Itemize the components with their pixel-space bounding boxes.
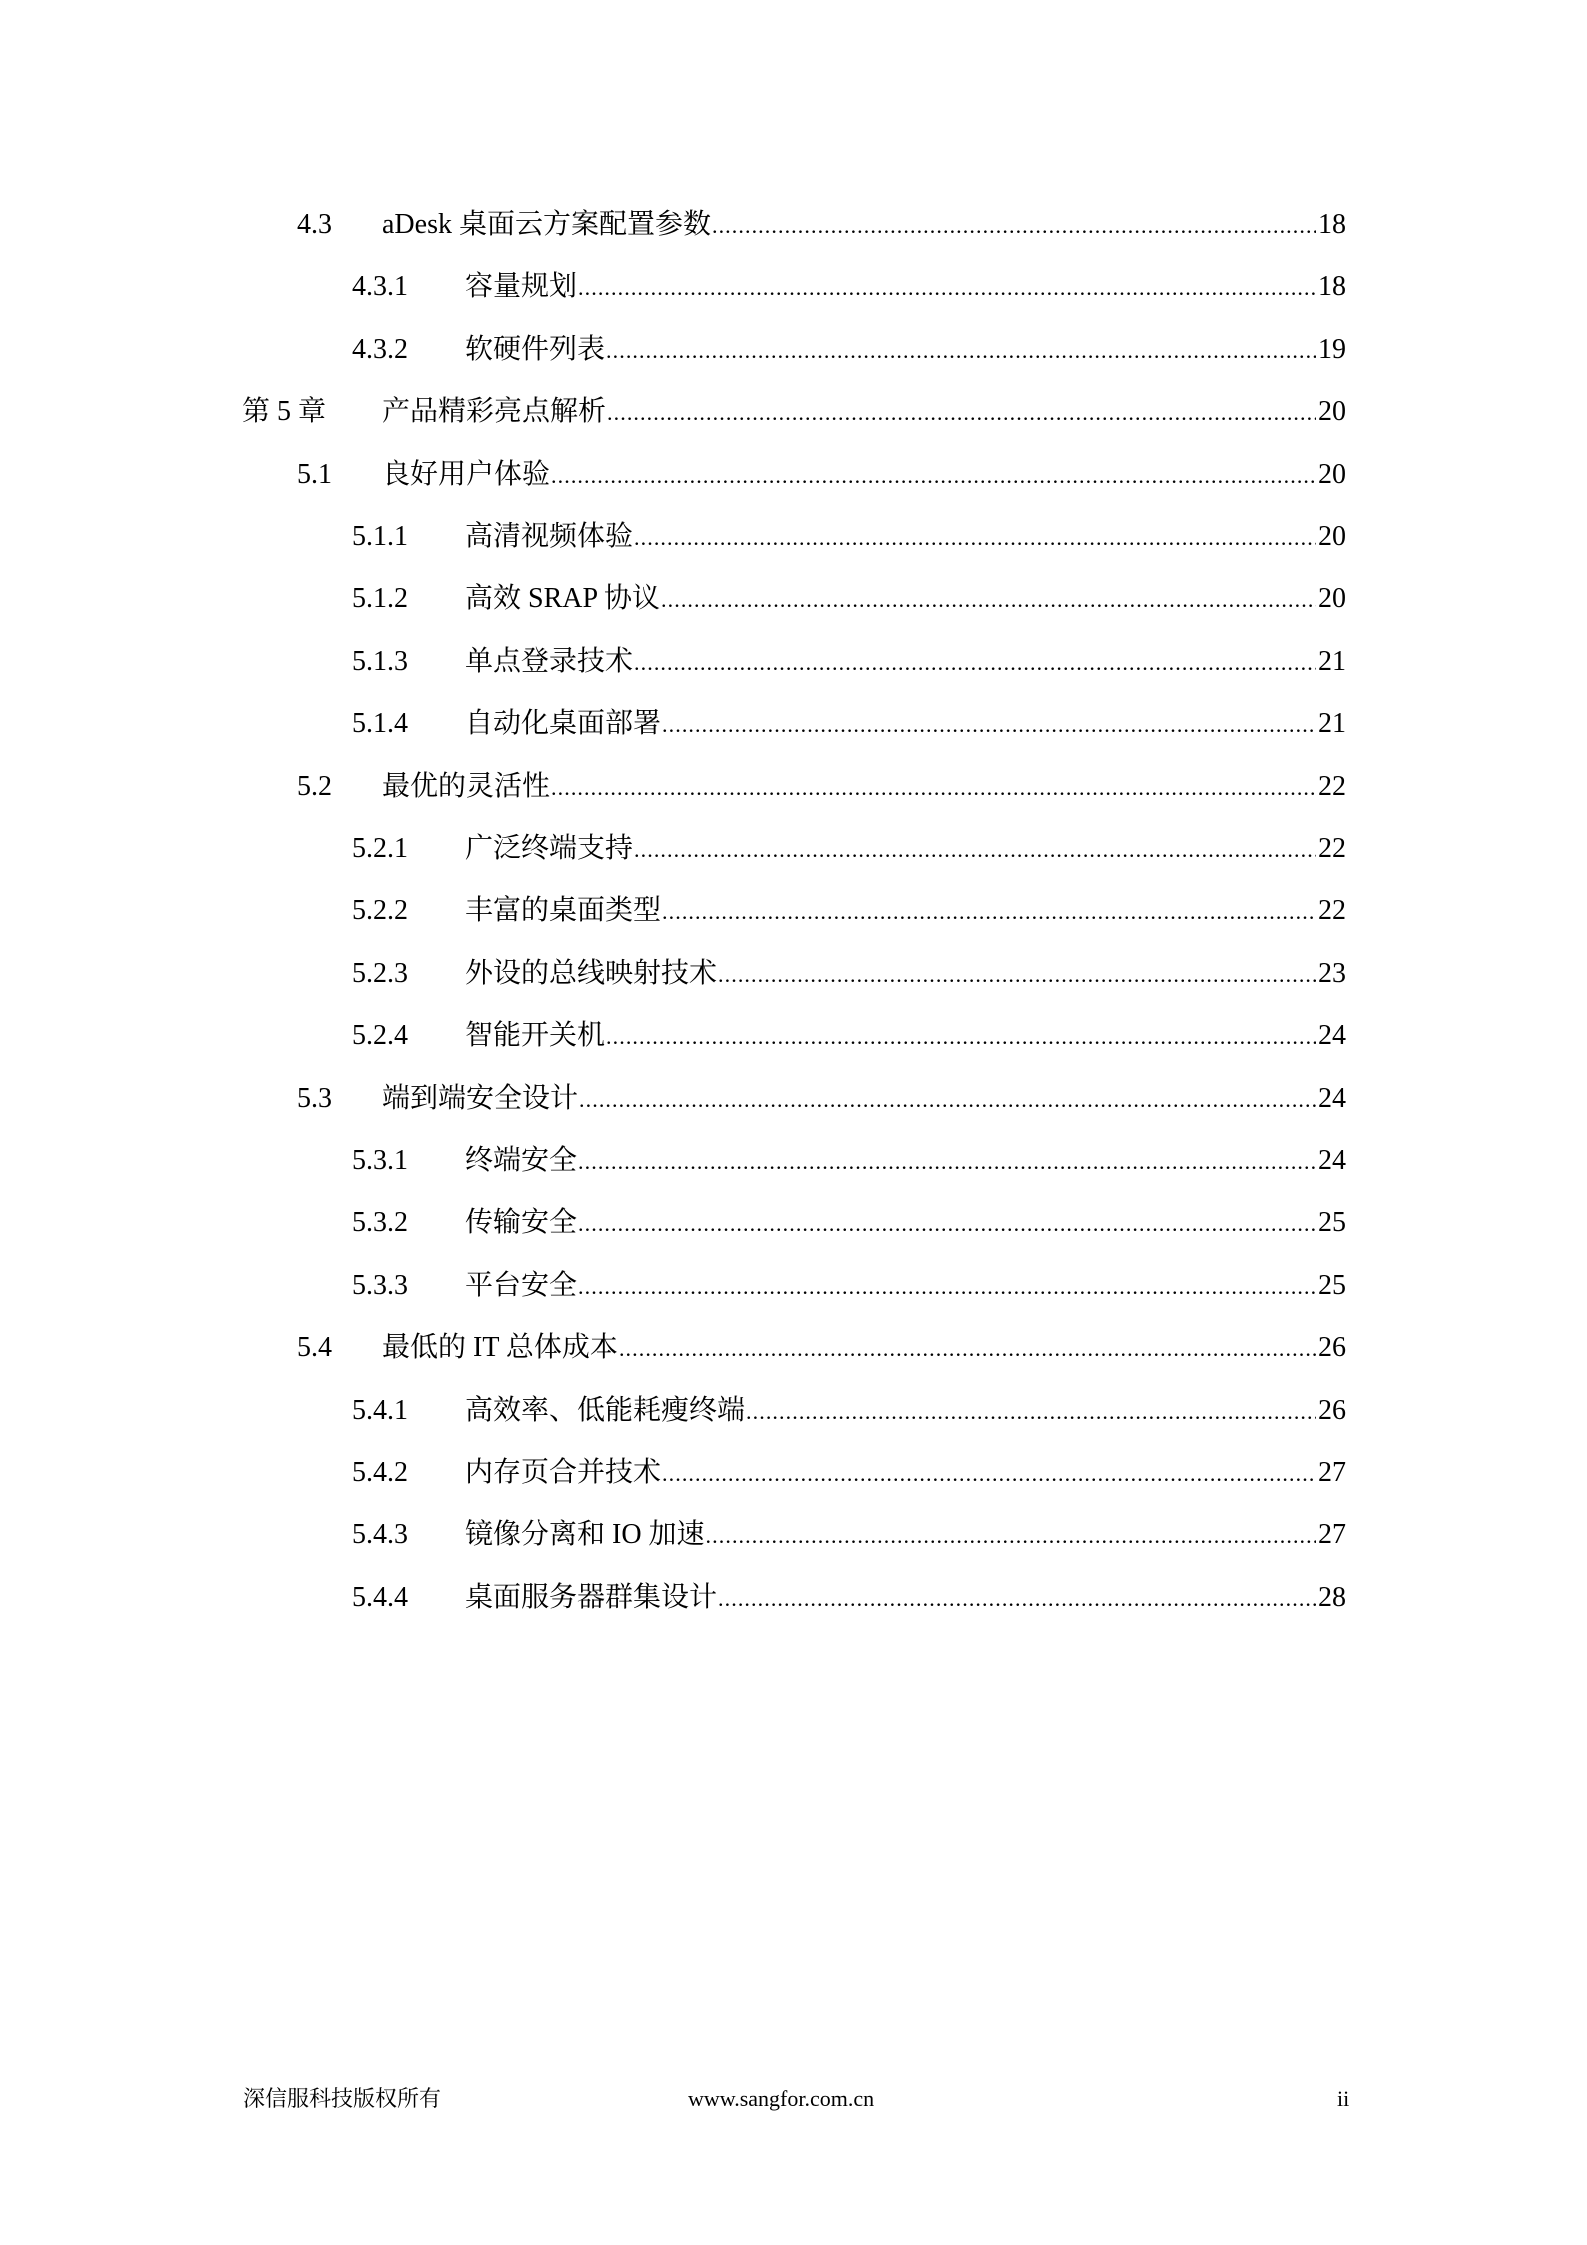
dot-leader	[661, 582, 1316, 618]
page-footer	[0, 2084, 1587, 2114]
toc-entry-number: 5.2.4	[352, 1020, 408, 1052]
toc-entry-page: 20	[1318, 458, 1346, 490]
toc-entry[interactable]	[0, 644, 1587, 680]
toc-entry-title: 最优的灵活性	[382, 770, 551, 802]
toc-entry-page: 25	[1318, 1207, 1346, 1239]
toc-entry-number: 5.4.2	[352, 1457, 408, 1488]
toc-entry-title: 智能开关机	[465, 1020, 606, 1052]
toc-entry[interactable]	[0, 1143, 1587, 1179]
toc-entry-title: 丰富的桌面类型	[465, 895, 662, 927]
toc-entry[interactable]	[0, 1205, 1587, 1241]
toc-entry-title: 最低的 IT 总体成本	[382, 1332, 618, 1364]
toc-entry-page: 22	[1318, 895, 1346, 927]
toc-entry-title: 桌面服务器群集设计	[465, 1581, 718, 1613]
toc-entry-number: 4.3.1	[352, 271, 408, 303]
toc-entry-page: 24	[1318, 1020, 1346, 1052]
toc-entry[interactable]	[0, 893, 1587, 929]
dot-leader	[579, 1082, 1316, 1118]
toc-entry-page: 23	[1318, 957, 1346, 989]
toc-entry-page: 20	[1318, 583, 1346, 615]
toc-entry-page: 24	[1318, 1145, 1346, 1176]
toc-entry-title: 产品精彩亮点解析	[382, 396, 607, 428]
toc-entry-title: 镜像分离和 IO 加速	[465, 1519, 705, 1551]
toc-entry[interactable]	[0, 332, 1587, 368]
toc-entry-number: 5.2.2	[352, 895, 408, 927]
toc-entry-page: 22	[1318, 833, 1346, 864]
toc-entry-number: 5.3.3	[352, 1269, 408, 1301]
toc-entry-title: 容量规划	[465, 271, 578, 303]
dot-leader	[662, 707, 1316, 743]
toc-entry-number: 5.1	[297, 458, 332, 490]
toc-entry-title: aDesk 桌面云方案配置参数	[382, 209, 711, 240]
toc-entry-title: 外设的总线映射技术	[465, 957, 718, 989]
toc-entry-page: 24	[1318, 1082, 1346, 1114]
dot-leader	[718, 1581, 1316, 1617]
toc-entry-title: 终端安全	[465, 1145, 578, 1176]
footer-copyright: 深信服科技版权所有	[243, 2086, 442, 2111]
toc-entry-number: 5.4	[297, 1332, 332, 1364]
dot-leader	[706, 1518, 1316, 1554]
toc-entry-number: 5.1.4	[352, 708, 408, 740]
toc-entry-number: 4.3	[297, 209, 332, 240]
dot-leader	[634, 520, 1316, 556]
toc-entry[interactable]	[0, 269, 1587, 305]
toc-entry-title: 良好用户体验	[382, 458, 551, 490]
toc-entry[interactable]	[0, 706, 1587, 742]
toc-entry[interactable]	[0, 769, 1587, 805]
dot-leader	[606, 1019, 1316, 1055]
toc-entry[interactable]	[0, 207, 1587, 243]
dot-leader	[551, 458, 1316, 494]
toc-entry-number: 5.1.2	[352, 583, 408, 615]
toc-entry[interactable]	[0, 1081, 1587, 1117]
toc-entry-number: 5.3.2	[352, 1207, 408, 1239]
footer-website: www.sangfor.com.cn	[688, 2086, 875, 2111]
toc-entry-title: 传输安全	[465, 1207, 578, 1239]
dot-leader	[634, 832, 1316, 868]
toc-entry-page: 22	[1318, 770, 1346, 802]
toc-entry-title: 端到端安全设计	[382, 1082, 579, 1114]
toc-entry-number: 第 5 章	[242, 396, 327, 428]
toc-entry-title: 高清视频体验	[465, 521, 634, 552]
dot-leader	[578, 1206, 1316, 1242]
toc-entry-page: 19	[1318, 333, 1346, 365]
toc-entry-number: 4.3.2	[352, 333, 408, 365]
toc-entry-page: 27	[1318, 1519, 1346, 1551]
dot-leader	[662, 894, 1316, 930]
footer-page-number: ii	[1337, 2086, 1350, 2111]
toc-entry-number: 5.2.3	[352, 957, 408, 989]
toc-entry-title: 广泛终端支持	[465, 833, 634, 864]
toc-entry-page: 21	[1318, 645, 1346, 677]
dot-leader	[634, 645, 1316, 681]
toc-entry-number: 5.3	[297, 1082, 332, 1114]
toc-entry[interactable]	[0, 831, 1587, 867]
dot-leader	[607, 395, 1316, 431]
toc-entry-page: 26	[1318, 1332, 1346, 1364]
dot-leader	[718, 957, 1316, 993]
toc-entry-page: 21	[1318, 708, 1346, 740]
toc-entry-page: 28	[1318, 1581, 1346, 1613]
toc-entry-page: 25	[1318, 1269, 1346, 1301]
dot-leader	[712, 208, 1316, 244]
toc-entry-title: 高效 SRAP 协议	[465, 583, 661, 615]
toc-entry[interactable]	[0, 956, 1587, 992]
toc-entry-title: 平台安全	[465, 1269, 578, 1301]
toc-entry-page: 20	[1318, 521, 1346, 552]
toc-entry-number: 5.2.1	[352, 833, 408, 864]
toc-entry[interactable]	[0, 519, 1587, 555]
dot-leader	[619, 1331, 1316, 1367]
toc-entry-number: 5.2	[297, 770, 332, 802]
dot-leader	[746, 1394, 1316, 1430]
toc-entry-title: 单点登录技术	[465, 645, 634, 677]
dot-leader	[578, 1144, 1316, 1180]
toc-entry-page: 26	[1318, 1394, 1346, 1426]
toc-entry-title: 高效率、低能耗瘦终端	[465, 1394, 746, 1426]
dot-leader	[606, 333, 1316, 369]
toc-entry-number: 5.3.1	[352, 1145, 408, 1176]
toc-entry-title: 内存页合并技术	[465, 1457, 662, 1488]
toc-entry-title: 自动化桌面部署	[465, 708, 662, 740]
toc-entry-page: 18	[1318, 209, 1346, 240]
toc-entry[interactable]	[0, 1018, 1587, 1054]
toc-entry[interactable]	[0, 1393, 1587, 1429]
toc-entry[interactable]	[0, 1517, 1587, 1553]
toc-entry-page: 20	[1318, 396, 1346, 428]
toc-entry[interactable]	[0, 581, 1587, 617]
toc-entry[interactable]	[0, 394, 1587, 430]
toc-entry-number: 5.1.1	[352, 521, 408, 552]
toc-entry[interactable]	[0, 1330, 1587, 1366]
toc-entry[interactable]	[0, 1580, 1587, 1616]
toc-entry-number: 5.4.1	[352, 1394, 408, 1426]
toc-entry[interactable]	[0, 1268, 1587, 1304]
toc-entry-title: 软硬件列表	[465, 333, 606, 365]
toc-entry-page: 27	[1318, 1457, 1346, 1488]
dot-leader	[578, 270, 1316, 306]
toc-entry-number: 5.1.3	[352, 645, 408, 677]
toc-entry[interactable]	[0, 1455, 1587, 1491]
dot-leader	[578, 1269, 1316, 1305]
dot-leader	[662, 1456, 1316, 1492]
toc-entry-number: 5.4.4	[352, 1581, 408, 1613]
dot-leader	[551, 770, 1316, 806]
toc-entry-number: 5.4.3	[352, 1519, 408, 1551]
toc-entry[interactable]	[0, 457, 1587, 493]
toc-entry-page: 18	[1318, 271, 1346, 303]
